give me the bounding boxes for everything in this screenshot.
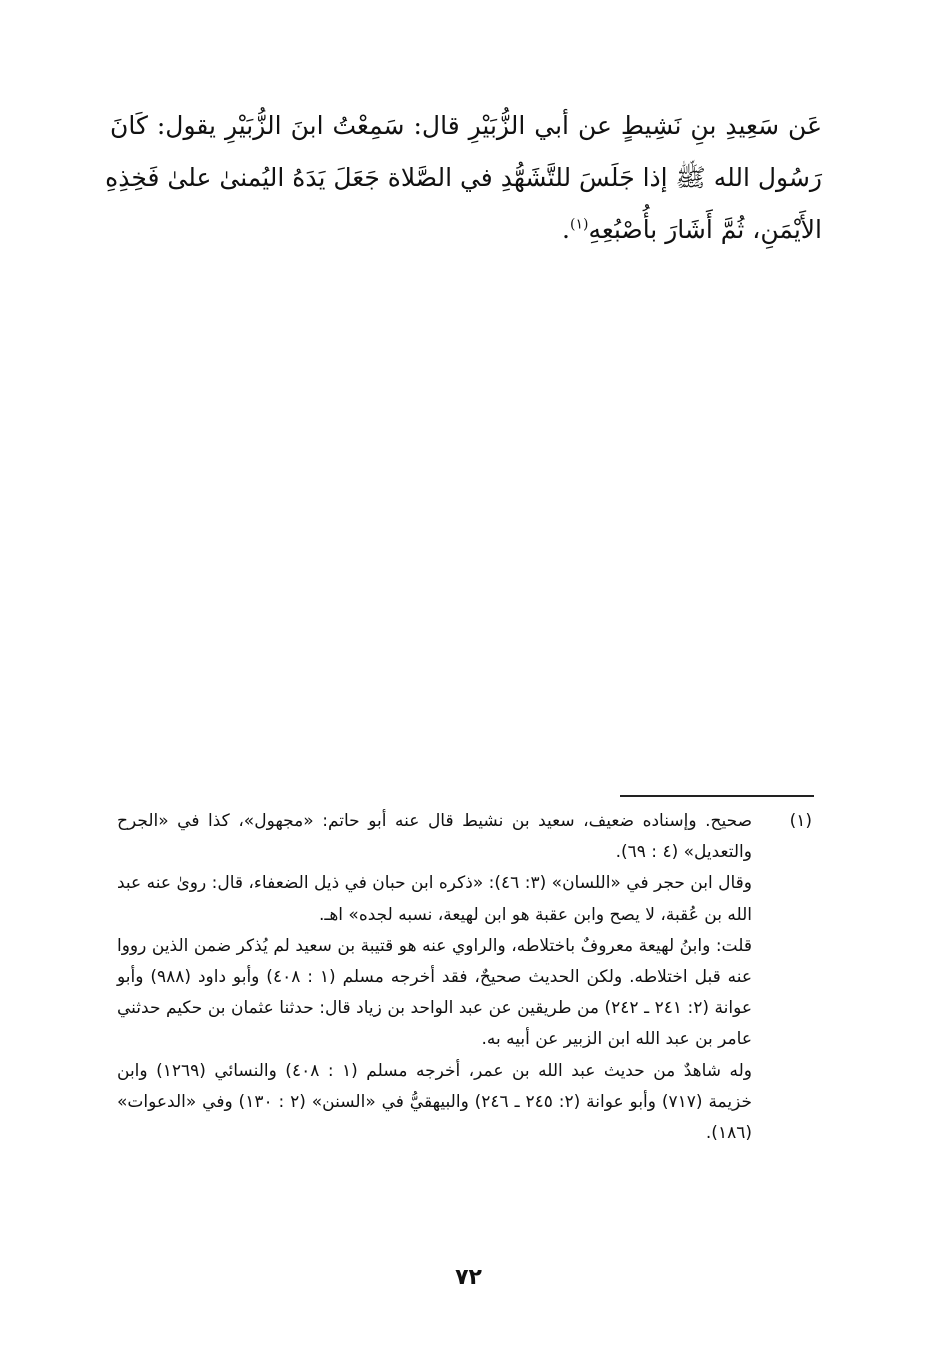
footnote-marker: (١) [789,811,812,831]
end-punctuation: . [562,215,570,244]
main-text-line [110,204,822,256]
footnote-paragraph: وقال ابن حجر في «اللسان» (٣: ٤٦): «ذكره ابن حبان في ذيل الضعفاء، قال: روىٰ عنه عبد الله بن عُقبة، لا يصح وابن عقبة هو ابن لهيعة، نسبه لجده» اهـ. [117,873,752,925]
page-number: ٧٢ [455,1265,482,1290]
main-text-line-content: الأَيْمَنِ، ثُمَّ أَشَارَ بأُصْبُعِهِ [588,215,822,244]
main-text [105,100,822,256]
main-text-line: رَسُول الله ﷺ إذا جَلَسَ للتَّشَهُّدِ في الصَّلاة جَعَلَ يَدَهُ اليُمنىٰ علىٰ فَخِذِهِ [105,163,822,192]
footnote-body [117,806,752,1149]
footnote-reference[interactable]: (١) [569,216,589,233]
main-text-line: عَن سَعِيدِ بنِ نَشِيطٍ عن أبي الزُّبَيْرِ قال: سَمِعْتُ ابنَ الزُّبَيْرِ يقول: كَانَ [110,111,822,140]
footnotes [117,806,812,1149]
footnote-paragraph: صحيح. وإسناده ضعيف، سعيد بن نشيط قال عنه أبو حاتم: «مجهول»، كذا في «الجرح والتعديل» (٤ : ٦٩). [117,811,752,863]
footnote-paragraph: قلت: وابنُ لهيعة معروفٌ باختلاطه، والراوي عنه هو قتيبة بن سعيد لم يُذكر ضمن الذين رووا عنه قبل اختلاطه. ولكن الحديث صحيحٌ، فقد أخرجه مسلم (١ : ٤٠٨) وأبو داود (٩٨٨) وأبو عوانة (٢: ٢٤١ ـ ٢٤٢) من طريقين عن عبد الواحد بن زياد قال: حدثنا عثمان بن حكيم حدثني عامر بن عبد الله ابن الزبير عن أبيه به. [117,935,752,1050]
footnote-separator [620,795,814,797]
footnote [117,806,812,1149]
footnote-paragraph: وله شاهدٌ من حديث عبد الله بن عمر، أخرجه مسلم (١ : ٤٠٨) والنسائي (١٢٦٩) وابن خزيمة (٧١٧) وأبو عوانة (٢: ٢٤٥ ـ ٢٤٦) والبيهقيُّ في «السنن» (٢ : ١٣٠) وفي «الدعوات» (١٨٦). [117,1060,753,1144]
